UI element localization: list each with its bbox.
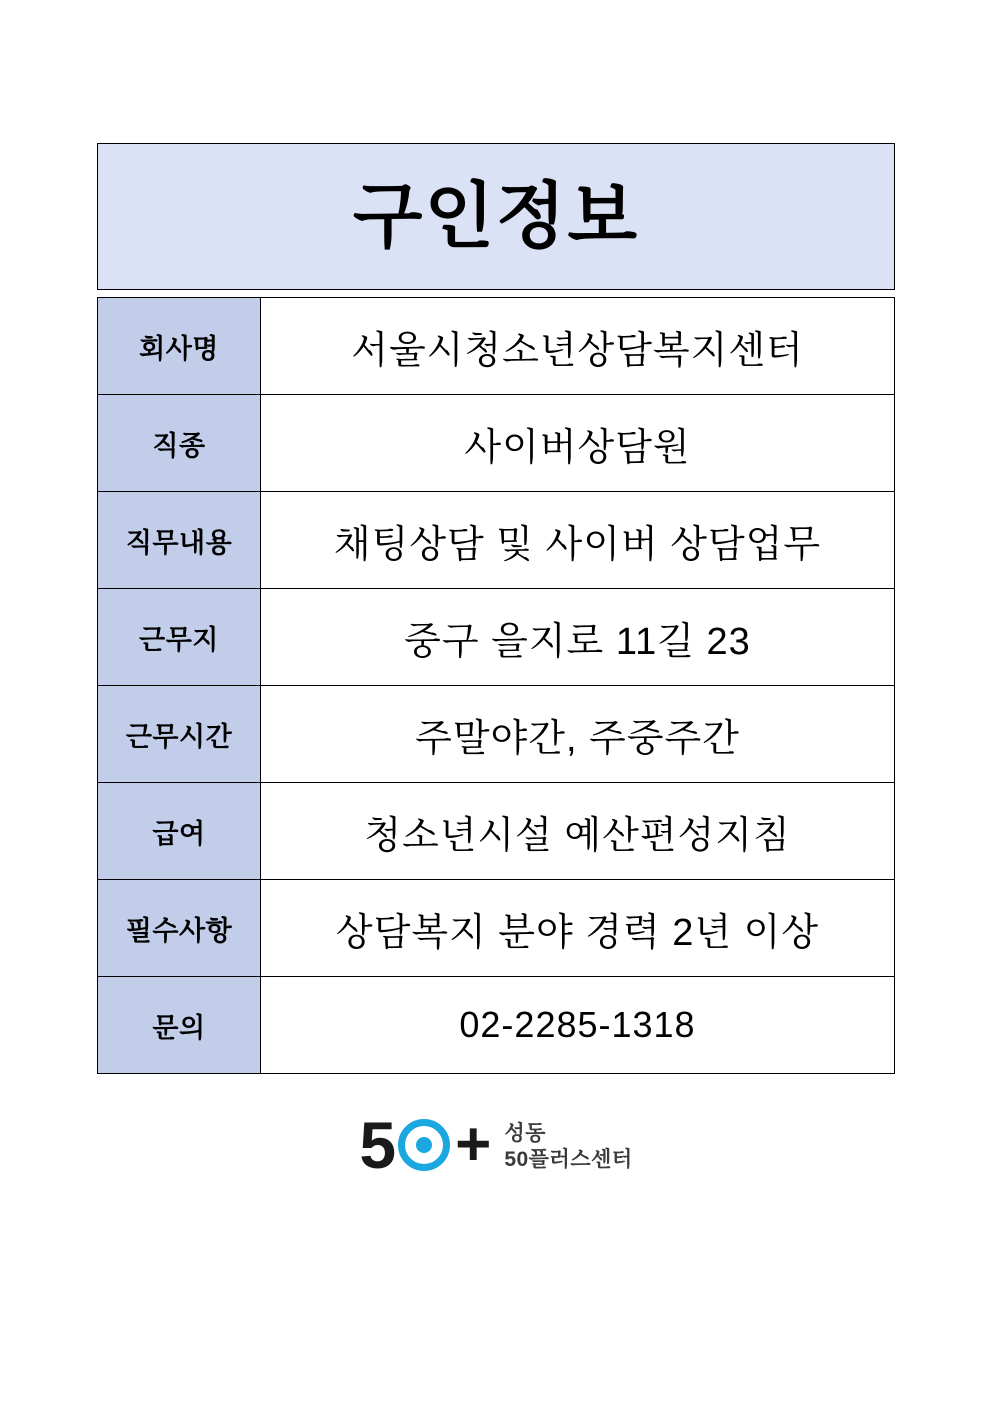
- table-row: [98, 686, 895, 783]
- row-value-requirements: 상담복지 분야 경력 2년 이상: [261, 880, 895, 977]
- row-value-contact: 02-2285-1318: [261, 977, 895, 1074]
- logo-text: [504, 1117, 632, 1174]
- row-value-duties: 채팅상담 및 사이버 상담업무: [261, 492, 895, 589]
- logo-plus-icon: +: [455, 1110, 491, 1179]
- logo-area: [0, 1108, 992, 1182]
- row-value-job-type: 사이버상담원: [261, 395, 895, 492]
- table-row: [98, 298, 895, 395]
- row-label-duties: 직무내용: [98, 492, 261, 589]
- table-row: [98, 783, 895, 880]
- table-row: [98, 977, 895, 1074]
- row-label-workplace: 근무지: [98, 589, 261, 686]
- row-label-requirements: 필수사항: [98, 880, 261, 977]
- page-title: 구인정보: [352, 176, 640, 257]
- page-title-box: [97, 143, 895, 290]
- table-row: [98, 589, 895, 686]
- table-row: [98, 880, 895, 977]
- logo: [359, 1108, 633, 1182]
- row-label-company: 회사명: [98, 298, 261, 395]
- logo-ring-icon: [398, 1119, 450, 1171]
- table-row: [98, 492, 895, 589]
- job-posting: [97, 143, 895, 1074]
- row-value-salary: 청소년시설 예산편성지침: [261, 783, 895, 880]
- row-label-hours: 근무시간: [98, 686, 261, 783]
- row-label-contact: 문의: [98, 977, 261, 1074]
- row-value-hours: 주말야간, 주중주간: [261, 686, 895, 783]
- logo-digit-five: 5: [359, 1108, 396, 1182]
- row-label-salary: 급여: [98, 783, 261, 880]
- table-row: [98, 395, 895, 492]
- logo-text-line2: 50플러스센터: [504, 1148, 633, 1171]
- job-info-table: [97, 297, 895, 1074]
- row-value-workplace: 중구 을지로 11길 23: [261, 589, 895, 686]
- row-label-job-type: 직종: [98, 395, 261, 492]
- logo-text-line1: 성동: [504, 1121, 546, 1145]
- row-value-company: 서울시청소년상담복지센터: [261, 298, 895, 395]
- fifty-plus-logo-icon: [359, 1108, 491, 1182]
